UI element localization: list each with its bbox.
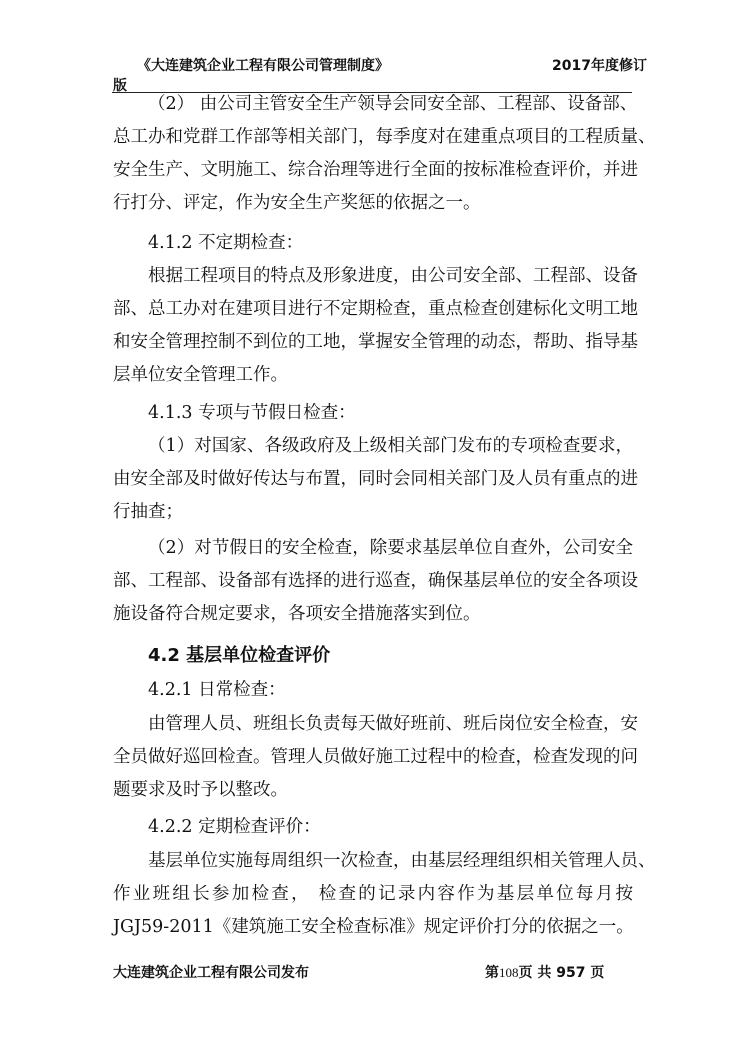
footer-publisher: 大连建筑企业工程有限公司发布 xyxy=(113,965,309,981)
section-heading-4-2-2: 4.2.2 定期检查评价： xyxy=(148,817,321,837)
body-line: 总工办和党群工作部等相关部门，每季度对在建重点项目的工程质量、 xyxy=(113,127,656,147)
footer-page-info xyxy=(485,962,604,982)
body-line: 行抽查； xyxy=(113,502,183,522)
body-line: 根据工程项目的特点及形象进度，由公司安全部、工程部、设备 xyxy=(148,266,638,286)
body-line: 行打分、评定，作为安全生产奖惩的依据之一。 xyxy=(113,193,481,213)
body-line: （2） 由公司主管安全生产领导会同安全部、工程部、设备部、 xyxy=(148,94,638,114)
body-line: 部、总工办对在建项目进行不定期检查，重点检查创建标化文明工地 xyxy=(113,299,638,319)
body-line: JGJ59-2011《建筑施工安全检查标准》规定评价打分的依据之一。 xyxy=(113,917,634,937)
body-line: 题要求及时予以整改。 xyxy=(113,780,288,800)
body-line: 安全生产、文明施工、综合治理等进行全面的按标准检查评价，并进 xyxy=(113,160,638,180)
body-line: 和安全管理控制不到位的工地，掌握安全管理的动态，帮助、指导基 xyxy=(113,332,638,352)
body-line: 作业班组长参加检查， 检查的记录内容作为基层单位每月按 xyxy=(113,884,633,904)
body-line: 部、工程部、设备部有选择的进行巡查，确保基层单位的安全各项设 xyxy=(113,571,638,591)
page-number: 108 xyxy=(499,965,519,980)
body-line: 施设备符合规定要求，各项安全措施落实到位。 xyxy=(113,604,481,624)
section-heading-4-1-2: 4.1.2 不定期检查： xyxy=(148,233,304,253)
page-prefix: 第 xyxy=(485,965,499,981)
body-line: 由管理人员、班组长负责每天做好班前、班后岗位安全检查，安 xyxy=(148,714,638,734)
body-line: 基层单位实施每周组织一次检查，由基层经理组织相关管理人员、 xyxy=(148,851,656,871)
header-title: 《大连建筑企业工程有限公司管理制度》 xyxy=(137,58,389,74)
section-heading-4-1-3: 4.1.3 专项与节假日检查： xyxy=(148,403,356,423)
header-rule xyxy=(112,92,632,93)
header-revision: 2017年度修订 xyxy=(552,58,647,74)
section-heading-4-2: 4.2 基层单位检查评价 xyxy=(148,645,331,666)
body-line: 层单位安全管理工作。 xyxy=(113,365,288,385)
body-line: 全员做好巡回检查。管理人员做好施工过程中的检查，检查发现的问 xyxy=(113,747,638,767)
total-pages: 957 xyxy=(556,965,586,981)
page-mid: 页 共 xyxy=(518,965,557,981)
header-revision-tail: 版 xyxy=(113,78,127,94)
body-line: 由安全部及时做好传达与布置，同时会同相关部门及人员有重点的进 xyxy=(113,469,638,489)
body-line: （2）对节假日的安全检查，除要求基层单位自查外，公司安全 xyxy=(148,538,633,558)
body-line: （1）对国家、各级政府及上级相关部门发布的专项检查要求， xyxy=(148,436,633,456)
page-suffix: 页 xyxy=(585,965,605,981)
section-heading-4-2-1: 4.2.1 日常检查： xyxy=(148,680,286,700)
